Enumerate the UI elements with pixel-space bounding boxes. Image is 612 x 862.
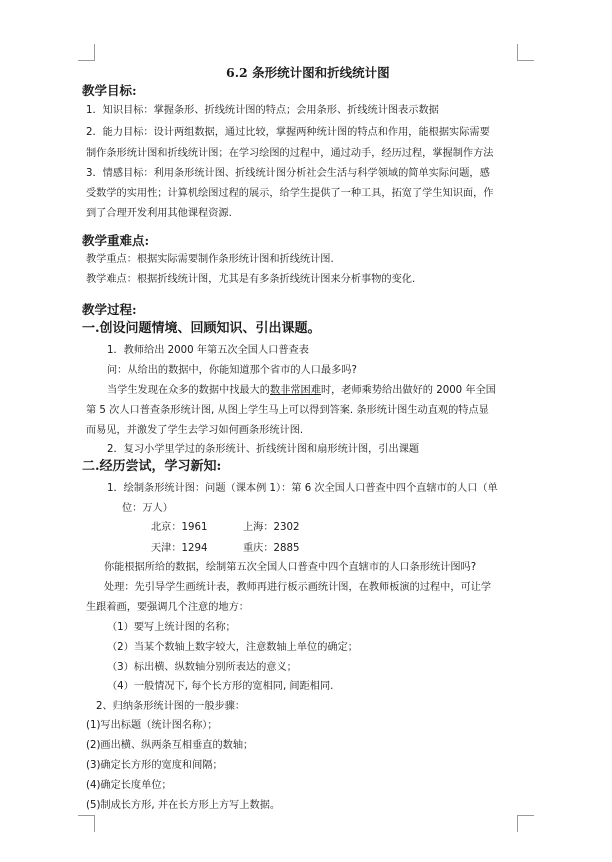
city-population: 北京：1961: [151, 522, 208, 533]
objective-line: 到了合理开发利用其他课程资源.: [86, 208, 232, 219]
step-item: (5)制成长方形, 并在长方形上方写上数据。: [86, 800, 281, 811]
section2-line: 1．绘制条形统计图：问题（课本例 1）：第 6 次全国人口普查中四个直辖市的人口（单: [107, 483, 498, 494]
note-item: （4）一般情况下, 每个长方形的宽相同, 间距相同.: [107, 681, 334, 692]
section1-line: 第 5 次人口普查条形统计图, 从图上学生马上可以得到答案. 条形统计图生动直观的特点显: [86, 405, 489, 416]
section2-heading: 二.经历尝试，学习新知:: [82, 459, 222, 474]
crop-mark-top-right: [517, 44, 534, 61]
city-population: 上海：2302: [243, 522, 300, 533]
section1-line: 当学生发现在众多的数据中找最大的数非常困难时，老师乘势给出做好的 2000 年全国: [107, 385, 496, 396]
objective-line: 受数学的实用性；计算机绘图过程的展示，给学生提供了一种工具，拓宽了学生知识面，作: [86, 188, 494, 199]
crop-mark-bottom-left: [78, 815, 95, 832]
note-item: （2）当某个数轴上数字较大，注意数轴上单位的确定；: [107, 642, 358, 653]
objective-line: 制作条形统计图和折线统计图；在学习绘图的过程中，通过动手，经历过程，掌握制作方法: [86, 148, 494, 159]
objective-line: 1．知识目标：掌握条形、折线统计图的特点；会用条形、折线统计图表示数据: [86, 105, 439, 116]
section2-text: 生跟着画，要强调几个注意的地方：: [86, 602, 249, 613]
step-item: (3)确定长方形的宽度和间隔；: [86, 760, 223, 771]
keypoint-line: 教学重点：根据实际需要制作条形统计图和折线统计图.: [86, 254, 334, 265]
keypoints-heading: 教学重难点:: [82, 233, 150, 248]
section2-line: 位：万人）: [122, 503, 173, 514]
step-item: (2)画出横、纵两条互相垂直的数轴；: [86, 740, 254, 751]
section1-line: 问：从给出的数据中，你能知道那个省市的人口最多吗?: [107, 365, 357, 376]
section1-line: 2．复习小学里学过的条形统计、折线统计图和扇形统计图，引出课题: [107, 444, 420, 455]
section2-text: 处理：先引导学生画统计表，教师再进行板示画统计图，在教师板演的过程中，可让学: [104, 582, 492, 593]
crop-mark-bottom-right: [517, 815, 534, 832]
section1-line: 而易见，并激发了学生去学习如何画条形统计图.: [86, 425, 304, 436]
note-item: （1）要写上统计图的名称；: [107, 622, 236, 633]
city-population: 天津：1294: [151, 543, 208, 554]
city-population: 重庆：2885: [243, 543, 300, 554]
objectives-heading: 教学目标:: [82, 83, 137, 98]
objective-line: 2．能力目标：设计两组数据，通过比较，掌握两种统计图的特点和作用，能根据实际需要: [86, 127, 490, 138]
step-item: (1)写出标题（统计图名称）；: [86, 720, 218, 731]
section1-heading: 一.创设问题情境、回顾知识、引出课题。: [82, 321, 321, 336]
underlined-phrase: 数非常困难: [270, 385, 321, 396]
crop-mark-top-left: [78, 44, 95, 61]
note-item: （3）标出横、纵数轴分别所表达的意义；: [107, 662, 297, 673]
section1-line: 1．教师给出 2000 年第五次全国人口普查表: [107, 345, 309, 356]
objective-line: 3．情感目标：利用条形统计图、折线统计图分析社会生活与科学领域的简单实际问题，感: [86, 168, 490, 179]
step-item: (4)确定长度单位；: [86, 780, 172, 791]
process-heading: 教学过程:: [82, 302, 137, 317]
steps-heading: 2、归纳条形统计图的一般步骤：: [96, 701, 246, 712]
keypoint-line: 教学难点：根据折线统计图，尤其是有多条折线统计图来分析事物的变化.: [86, 274, 416, 285]
section2-text: 你能根据所给的数据，绘制第五次全国人口普查中四个直辖市的人口条形统计图吗?: [104, 562, 477, 573]
document-title: 6.2 条形统计图和折线统计图: [226, 65, 390, 80]
